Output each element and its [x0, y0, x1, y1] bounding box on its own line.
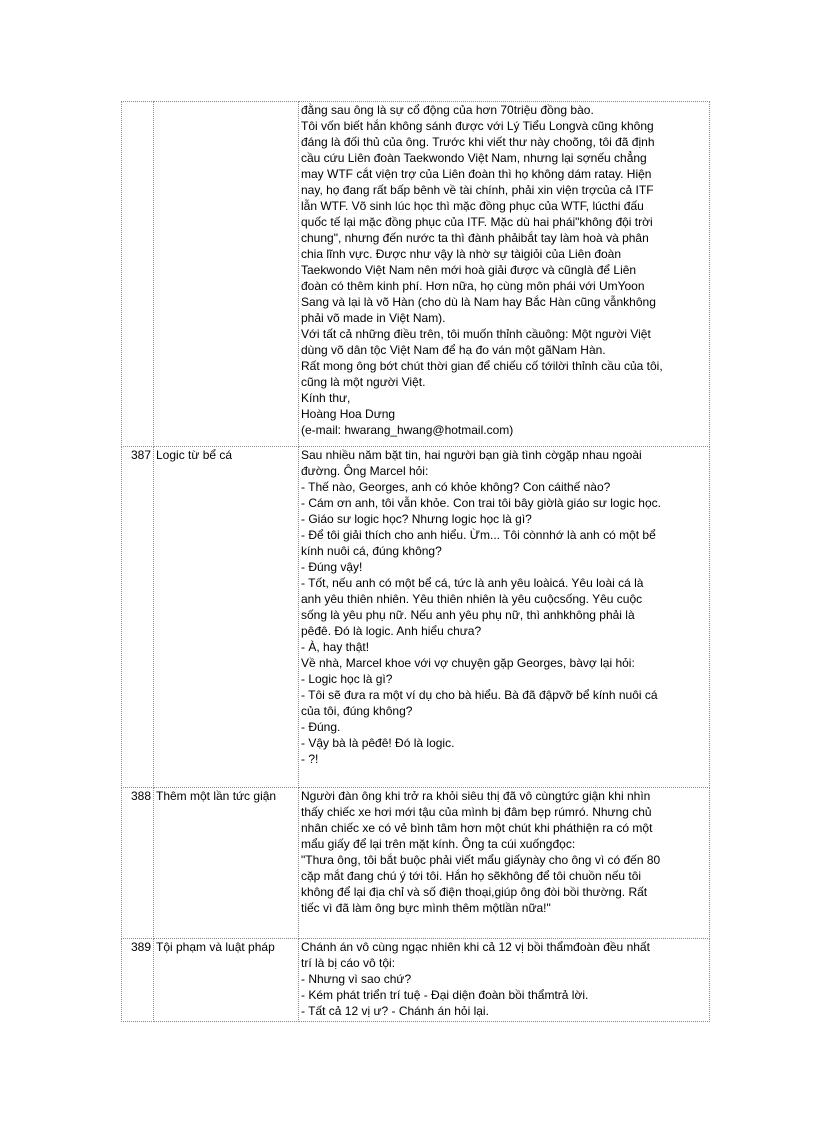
story-line: - À, hay thật! — [301, 640, 370, 654]
story-line: đằng sau ông là sự cổ động của hơn 70triệu đồng bào. — [301, 103, 594, 117]
story-line: "Thưa ông, tôi bắt buộc phải viết mẩu giấynày cho ông vì có đến 80 — [301, 853, 661, 867]
story-body — [299, 939, 710, 1022]
story-line: cũng là một người Việt. — [301, 375, 426, 389]
story-table — [121, 101, 710, 1022]
story-line: Người đàn ông khi trở ra khỏi siêu thị đã vô cùngtức giận khi nhìn — [301, 789, 651, 803]
story-line: Sau nhiều năm bặt tin, hai người bạn già tình cờgặp nhau ngoài — [301, 448, 642, 462]
story-title: Tội phạm và luật pháp — [154, 939, 299, 1022]
story-line: phải võ made in Việt Nam). — [301, 311, 446, 325]
story-body — [299, 788, 710, 939]
table-row — [122, 447, 710, 788]
story-line: - Kém phát triển trí tuệ - Đại diện đoàn bồi thẩmtrả lời. — [301, 988, 589, 1002]
story-title — [154, 102, 299, 447]
story-line: đáng là đối thủ của ông. Trước khi viết thư này choõng, tôi đã định — [301, 135, 655, 149]
story-line: sống là yêu phụ nữ. Nếu anh yêu phụ nữ, thì anhkhông phải là — [301, 608, 635, 622]
story-line: may WTF cắt viện trợ của Liên đoàn thì họ không dám ratay. Hiện — [301, 167, 652, 181]
story-line: đoàn có thêm kinh phí. Hơn nữa, họ cùng môn phái với UmYoon — [301, 279, 645, 293]
story-line: - Tất cả 12 vị ư? - Chánh án hỏi lại. — [301, 1004, 489, 1018]
story-line: nhân chiếc xe có vẻ bình tâm hơn một chút khi pháthiện ra có một — [301, 821, 653, 835]
story-line: Kính thư, — [301, 391, 351, 405]
story-line: - ?! — [301, 752, 319, 766]
story-line: mẩu giấy để lại trên mặt kính. Ông ta cúi xuốngđọc: — [301, 837, 576, 851]
story-line: Rất mong ông bớt chút thời gian để chiếu cố tớilời thỉnh cầu của tôi, — [301, 359, 663, 373]
story-line: Sang và lại là võ Hàn (cho dù là Nam hay Bắc Hàn cũng vẫnkhông — [301, 295, 656, 309]
story-line: - Đúng. — [301, 720, 341, 734]
story-line: của tôi, đúng không? — [301, 704, 413, 718]
table-row — [122, 788, 710, 939]
story-number: 387 — [122, 447, 154, 788]
table-row — [122, 939, 710, 1022]
story-line: tiếc vì đã làm ông bực mình thêm mộtlần nữa!" — [301, 901, 551, 915]
story-line: - Thế nào, Georges, anh có khỏe không? Con cáithế nào? — [301, 480, 611, 494]
story-line: quốc tế lại mặc đồng phục của ITF. Mặc dù hai phái"không đội trời — [301, 215, 653, 229]
story-number: 388 — [122, 788, 154, 939]
story-line: - Nhưng vì sao chứ? — [301, 972, 412, 986]
table-row — [122, 102, 710, 447]
story-line: dùng võ dân tộc Việt Nam để hạ đo ván một gãNam Hàn. — [301, 343, 606, 357]
story-line: - Cám ơn anh, tôi vẫn khỏe. Con trai tôi bây giờlà giáo sư logic học. — [301, 496, 661, 510]
story-body — [299, 102, 710, 447]
story-title: Logic từ bể cá — [154, 447, 299, 788]
story-line: chung", nhưng đến nước ta thì đành phảibắt tay làm hoà và phân — [301, 231, 649, 245]
story-line: kính nuôi cá, đúng không? — [301, 544, 442, 558]
story-line: - Giáo sư logic học? Nhưng logic học là gì? — [301, 512, 532, 526]
story-line: thấy chiếc xe hơi mới tậu của mình bị đâm bẹp rúmró. Nhưng chủ — [301, 805, 652, 819]
story-line: pêđê. Đó là logic. Anh hiểu chưa? — [301, 624, 482, 638]
story-line: chia lĩnh vực. Được như vậy là nhờ sự tàigiỏi của Liên đoàn — [301, 247, 622, 261]
story-line: Hoàng Hoa Dưng — [301, 407, 396, 421]
story-line: Với tất cả những điều trên, tôi muốn thỉnh cầuông: Một người Việt — [301, 327, 651, 341]
story-line: Chánh án vô cùng ngạc nhiên khi cả 12 vị bồi thẩmđoàn đều nhất — [301, 940, 650, 954]
story-number — [122, 102, 154, 447]
story-line: đường. Ông Marcel hỏi: — [301, 464, 429, 478]
story-line: - Tốt, nếu anh có một bể cá, tức là anh yêu loàicá. Yêu loài cá là — [301, 576, 644, 590]
story-title: Thêm một lần tức giận — [154, 788, 299, 939]
story-line: Taekwondo Việt Nam nên mới hoà giải được và cũnglà để Liên — [301, 263, 637, 277]
story-body — [299, 447, 710, 788]
story-line: - Vậy bà là pêđê! Đó là logic. — [301, 736, 455, 750]
story-line: cầu cứu Liên đoàn Taekwondo Việt Nam, nhưng lại sợnếu chẳng — [301, 151, 647, 165]
story-line: anh yêu thiên nhiên. Yêu thiên nhiên là yêu cuộcsống. Yêu cuộc — [301, 592, 643, 606]
story-line: Tôi vốn biết hắn không sánh được với Lý Tiểu Longvà cũng không — [301, 119, 654, 133]
story-line: lẫn WTF. Võ sinh lúc học thì mặc đồng phục của WTF, lúcthi đấu — [301, 199, 644, 213]
story-line: - Tôi sẽ đưa ra một ví dụ cho bà hiểu. Bà đã đậpvỡ bể kính nuôi cá — [301, 688, 658, 702]
story-line: cặp mắt đang chú ý tới tôi. Hắn họ sẽkhông để tôi chuồn nếu tôi — [301, 869, 642, 883]
story-line: - Để tôi giải thích cho anh hiểu. Ừm... Tôi cònnhớ là anh có một bể — [301, 528, 656, 542]
story-line: - Logic học là gì? — [301, 672, 393, 686]
story-line: nay, họ đang rất bấp bênh về tài chính, phải xin viện trợcủa cả ITF — [301, 183, 654, 197]
story-line: (e-mail: hwarang_hwang@hotmail.com) — [301, 423, 514, 437]
story-line: - Đúng vậy! — [301, 560, 363, 574]
story-line: không để lại địa chỉ và số điện thoại,giúp ông đòi bồi thường. Rất — [301, 885, 648, 899]
story-line: trí là bị cáo vô tội: — [301, 956, 396, 970]
story-number: 389 — [122, 939, 154, 1022]
story-line: Về nhà, Marcel khoe với vợ chuyện gặp Georges, bàvợ lại hỏi: — [301, 656, 635, 670]
